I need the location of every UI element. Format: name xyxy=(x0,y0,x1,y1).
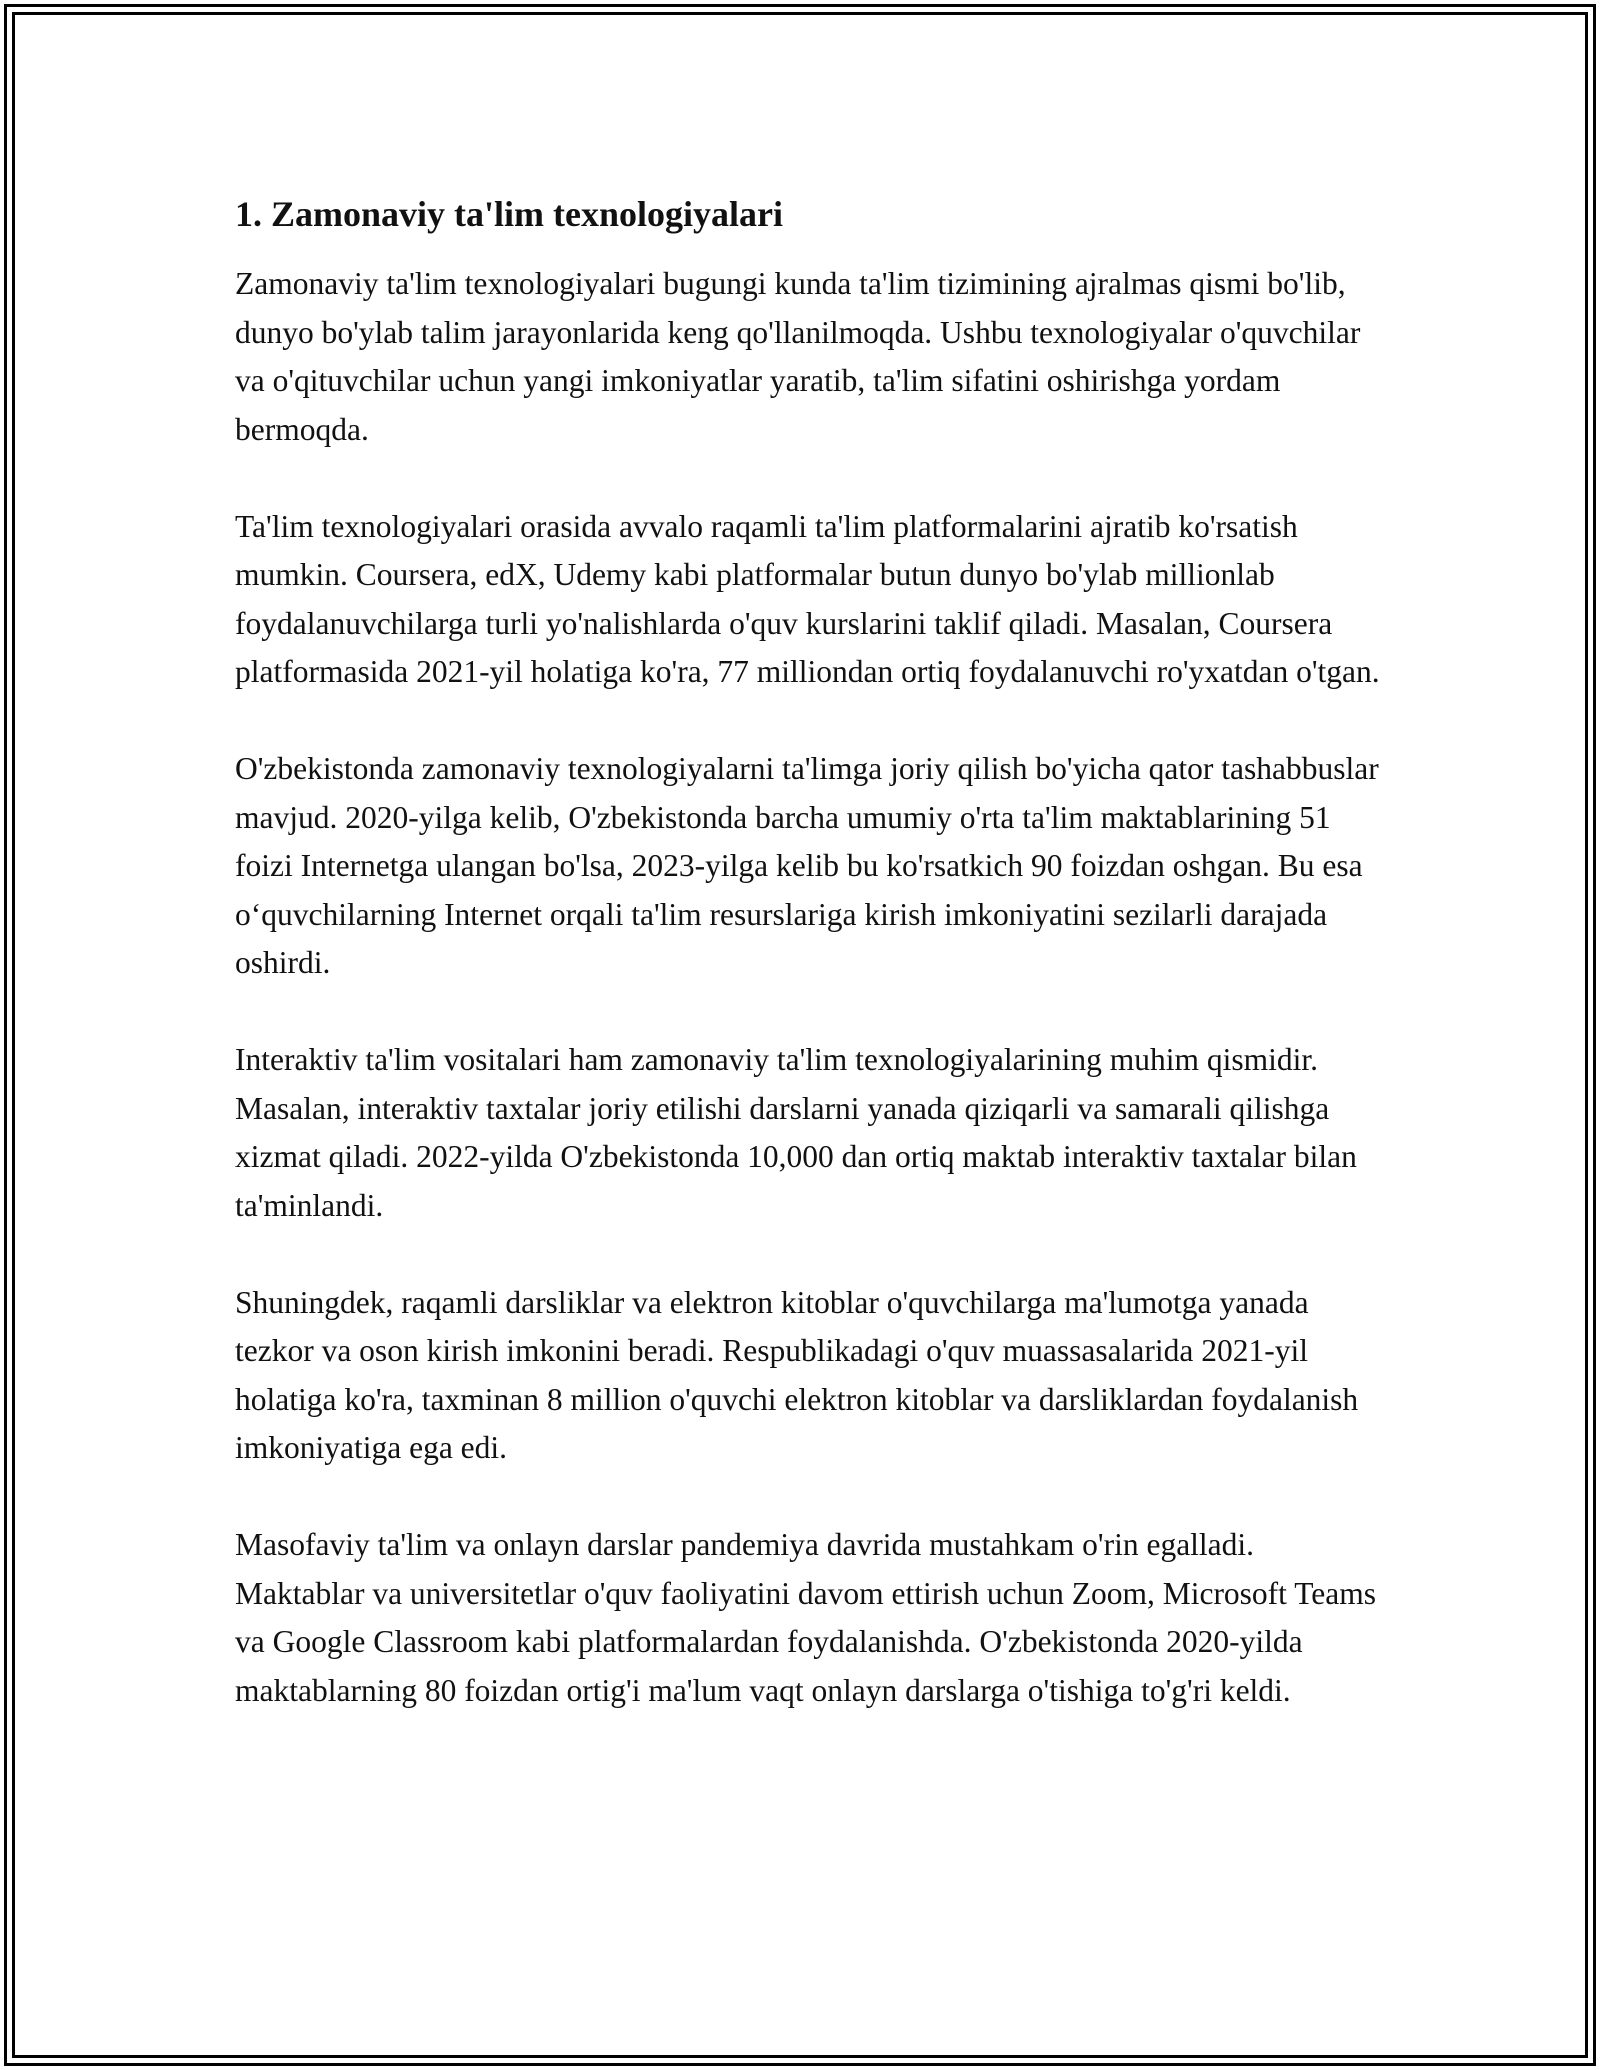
paragraph-intro: Zamonaviy ta'lim texnologiyalari bugungi kunda ta'lim tizimining ajralmas qismi bo'lib, dunyo bo'ylab talim jarayonlarida keng qo'llanilmoqda. Ushbu texnologiyalar o'quvchilar va o'qituvchilar uchun yangi imkoniyatlar yaratib, ta'lim sifatini oshirishga yordam bermoqda. xyxy=(235,266,1361,447)
paragraph-digital-platforms: Ta'lim texnologiyalari orasida avvalo raqamli ta'lim platformalarini ajratib ko'rsatish mumkin. Coursera, edX, Udemy kabi platformalar butun dunyo bo'ylab millionlab foydalanuvchilarga turli yo'nalishlarda o'quv kurslarini taklif qiladi. Masalan, Coursera platformasida 2021-yil holatiga ko'ra, 77 milliondan ortiq foydalanuvchi ro'yxatdan o'tgan. xyxy=(235,508,1380,689)
paragraph-digital-textbooks: Shuningdek, raqamli darsliklar va elektron kitoblar o'quvchilarga ma'lumotga yanada tezkor va oson kirish imkonini beradi. Respublikadagi o'quv muassasalarida 2021-yil holatiga ko'ra, taxminan 8 million o'quvchi elektron kitoblar va darsliklardan foydalanish imkoniyatiga ega edi. xyxy=(235,1284,1359,1465)
paragraph-uzbekistan-initiatives: O'zbekistonda zamonaviy texnologiyalarni ta'limga joriy qilish bo'yicha qator tashabbuslar mavjud. 2020-yilga kelib, O'zbekistonda barcha umumiy o'rta ta'lim maktablarining 51 foizi Internetga ulangan bo'lsa, 2023-yilga kelib bu ko'rsatkich 90 foizdan oshgan. Bu esa o‘quvchilarning Internet orqali ta'lim resurslariga kirish imkoniyatini sezilarli darajada oshirdi. xyxy=(235,751,1379,980)
section-heading: 1. Zamonaviy ta'lim texnologiyalari xyxy=(235,194,783,234)
paragraph-distance-learning: Masofaviy ta'lim va onlayn darslar pandemiya davrida mustahkam o'rin egalladi. Maktablar va universitetlar o'quv faoliyatini davom ettirish uchun Zoom, Microsoft Teams va Google Classroom kabi platformalardan foydalanishda. O'zbekistonda 2020-yilda maktablarning 80 foizdan ortig'i ma'lum vaqt onlayn darslarga o'tishiga to'g'ri keldi. xyxy=(235,1527,1376,1708)
paragraph-interactive-tools: Interaktiv ta'lim vositalari ham zamonaviy ta'lim texnologiyalarining muhim qismidir. Masalan, interaktiv taxtalar joriy etilishi darslarni yanada qiziqarli va samarali qilishga xizmat qiladi. 2022-yilda O'zbekistonda 10,000 dan ortiq maktab interaktiv taxtalar bilan ta'minlandi. xyxy=(235,1042,1357,1223)
document-body xyxy=(235,190,1385,1764)
